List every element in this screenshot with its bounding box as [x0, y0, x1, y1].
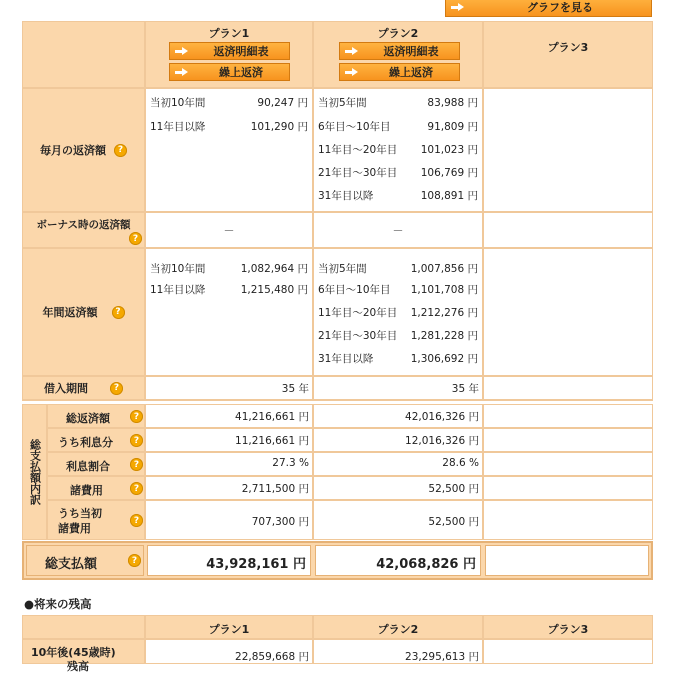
plan1-initial-fees-value: 707,300 円 — [251, 516, 309, 528]
plan2-header — [313, 21, 483, 88]
bonus-label: ボーナス時の返済額 — [36, 219, 131, 231]
plan2-prepay-button[interactable] — [339, 63, 460, 81]
plan1-interest-cell — [145, 428, 313, 452]
list-item: 21年目～30年目 1,281,228 円 — [318, 330, 478, 342]
plan2-total-repay-value: 42,016,326 円 — [405, 411, 479, 423]
plan3-annual-cell — [483, 248, 653, 376]
help-icon[interactable]: ? — [128, 554, 141, 567]
future-plan3-title: プラン3 — [547, 623, 589, 636]
help-icon[interactable]: ? — [114, 144, 127, 157]
plan3-grand-total-cell — [485, 545, 649, 576]
future-plan2-10y-cell — [313, 639, 483, 664]
plan2-term-cell — [313, 376, 483, 400]
plan3-term-cell — [483, 376, 653, 400]
list-item: 21年目～30年目 106,769 円 — [318, 167, 478, 179]
plan1-annual-cell — [145, 248, 313, 376]
future-10y-label-line2: 残高 — [67, 660, 89, 673]
annual-label: 年間返済額 — [42, 306, 98, 319]
plan1-fees-value: 2,711,500 円 — [241, 483, 309, 495]
plan3-interest-cell — [483, 428, 653, 452]
arrow-right-icon — [174, 44, 189, 59]
plan2-fees-cell — [313, 476, 483, 500]
arrow-right-icon — [344, 44, 359, 59]
term-label: 借入期間 — [44, 382, 88, 395]
plan1-interest-rate-cell — [145, 452, 313, 476]
future-plan2-header — [313, 615, 483, 639]
help-icon[interactable]: ? — [130, 514, 143, 527]
help-icon[interactable]: ? — [112, 306, 125, 319]
plan2-interest-rate-cell — [313, 452, 483, 476]
list-item: 31年目以降 108,891 円 — [318, 190, 478, 202]
future-10y-label-line1: 10年後(45歳時) — [31, 646, 116, 659]
plan2-title: プラン2 — [377, 27, 419, 40]
list-item: 6年目～10年目 1,101,708 円 — [318, 284, 478, 296]
plan1-title: プラン1 — [208, 27, 250, 40]
breakdown-label-cell — [22, 404, 47, 540]
future-header-corner — [22, 615, 145, 639]
future-plan2-title: プラン2 — [377, 623, 419, 636]
future-10y-label-cell — [22, 639, 145, 673]
plan1-grand-total-value: 43,928,161 円 — [206, 557, 306, 572]
list-item: 11年目～20年目 1,212,276 円 — [318, 307, 478, 319]
plan1-grand-total-cell — [147, 545, 311, 576]
plan1-monthly-cell — [145, 88, 313, 212]
list-item: 6年目～10年目 91,809 円 — [318, 121, 478, 133]
plan2-fees-value: 52,500 円 — [428, 483, 479, 495]
plan1-interest-rate-value: 27.3 % — [272, 457, 309, 469]
plan2-detail-button[interactable] — [339, 42, 460, 60]
list-item: 11年目～20年目 101,023 円 — [318, 144, 478, 156]
list-item: 31年目以降 1,306,692 円 — [318, 353, 478, 365]
plan3-header — [483, 21, 653, 88]
help-icon[interactable]: ? — [130, 410, 143, 423]
plan2-monthly-cell — [313, 88, 483, 212]
list-item: 当初10年間 1,082,964 円 — [150, 263, 308, 275]
plan1-initial-fees-cell — [145, 500, 313, 540]
interest-rate-label: 利息割合 — [66, 460, 110, 473]
grand-total-label-cell — [26, 545, 144, 576]
initial-fees-label-cell — [47, 500, 145, 540]
grand-total-label: 総支払額 — [45, 557, 98, 572]
plan2-prepay-label: 繰上返済 — [389, 66, 433, 79]
plan1-total-repay-cell — [145, 404, 313, 428]
breakdown-label: 総支払額内訳 — [28, 439, 42, 505]
plan3-initial-fees-cell — [483, 500, 653, 540]
future-plan3-header — [483, 615, 653, 639]
total-repay-label-cell — [47, 404, 145, 428]
arrow-right-icon — [344, 65, 359, 80]
initial-fees-label-line2: 諸費用 — [58, 522, 91, 535]
plan1-detail-label: 返済明細表 — [213, 45, 269, 58]
plan2-grand-total-value: 42,068,826 円 — [376, 557, 476, 572]
interest-rate-label-cell — [47, 452, 145, 476]
future-plan1-10y-cell — [145, 639, 313, 664]
plan1-term-value: 35 年 — [281, 383, 309, 395]
plan1-detail-button[interactable] — [169, 42, 290, 60]
plan3-monthly-cell — [483, 88, 653, 212]
initial-fees-label-line1: うち当初 — [58, 507, 102, 520]
interest-label-cell — [47, 428, 145, 452]
total-repay-label: 総返済額 — [66, 412, 110, 425]
fees-label-cell — [47, 476, 145, 500]
plan2-interest-cell — [313, 428, 483, 452]
annual-label-cell — [22, 248, 145, 376]
list-item: 当初5年間 83,988 円 — [318, 97, 478, 109]
plan3-interest-rate-cell — [483, 452, 653, 476]
bonus-label-cell — [22, 212, 145, 248]
plan2-initial-fees-cell — [313, 500, 483, 540]
plan1-term-cell — [145, 376, 313, 400]
list-item: 当初5年間 1,007,856 円 — [318, 263, 478, 275]
future-balance-heading: ●将来の残高 — [24, 597, 92, 611]
term-label-cell — [22, 376, 145, 400]
help-icon[interactable]: ? — [110, 382, 123, 395]
plan2-annual-cell — [313, 248, 483, 376]
plan1-total-repay-value: 41,216,661 円 — [235, 411, 309, 423]
help-icon[interactable]: ? — [130, 458, 143, 471]
plan3-title: プラン3 — [547, 41, 589, 54]
future-plan1-title: プラン1 — [208, 623, 250, 636]
view-graph-label: グラフを見る — [527, 1, 593, 14]
future-plan2-10y-value: 23,295,613 円 — [405, 651, 479, 663]
plan2-detail-label: 返済明細表 — [383, 45, 439, 58]
future-plan1-10y-value: 22,859,668 円 — [235, 651, 309, 663]
list-item: 当初10年間 90,247 円 — [150, 97, 308, 109]
arrow-right-icon — [174, 65, 189, 80]
monthly-label-cell — [22, 88, 145, 212]
plan3-total-repay-cell — [483, 404, 653, 428]
list-item: 11年目以降 1,215,480 円 — [150, 284, 308, 296]
list-item: 11年目以降 101,290 円 — [150, 121, 308, 133]
help-icon[interactable]: ? — [130, 482, 143, 495]
view-graph-button[interactable] — [445, 0, 652, 17]
arrow-right-icon — [450, 0, 465, 15]
plan3-fees-cell — [483, 476, 653, 500]
plan1-bonus-cell — [145, 212, 313, 248]
plan2-interest-value: 12,016,326 円 — [405, 435, 479, 447]
plan1-interest-value: 11,216,661 円 — [235, 435, 309, 447]
help-icon[interactable]: ? — [130, 434, 143, 447]
plan2-bonus-cell — [313, 212, 483, 248]
interest-label: うち利息分 — [58, 436, 113, 449]
plan2-total-repay-cell — [313, 404, 483, 428]
fees-label: 諸費用 — [70, 484, 103, 497]
plan2-term-value: 35 年 — [451, 383, 479, 395]
plan1-prepay-button[interactable] — [169, 63, 290, 81]
plan2-bonus-value: － — [392, 224, 404, 237]
plan1-header — [145, 21, 313, 88]
future-plan1-header — [145, 615, 313, 639]
monthly-label: 毎月の返済額 — [40, 144, 106, 157]
plan2-initial-fees-value: 52,500 円 — [428, 516, 479, 528]
plan1-prepay-label: 繰上返済 — [219, 66, 263, 79]
header-corner — [22, 21, 145, 88]
plan3-bonus-cell — [483, 212, 653, 248]
plan1-bonus-value: － — [223, 224, 235, 237]
plan1-fees-cell — [145, 476, 313, 500]
plan2-interest-rate-value: 28.6 % — [442, 457, 479, 469]
help-icon[interactable]: ? — [129, 232, 142, 245]
future-plan3-10y-cell — [483, 639, 653, 664]
plan2-grand-total-cell — [315, 545, 481, 576]
